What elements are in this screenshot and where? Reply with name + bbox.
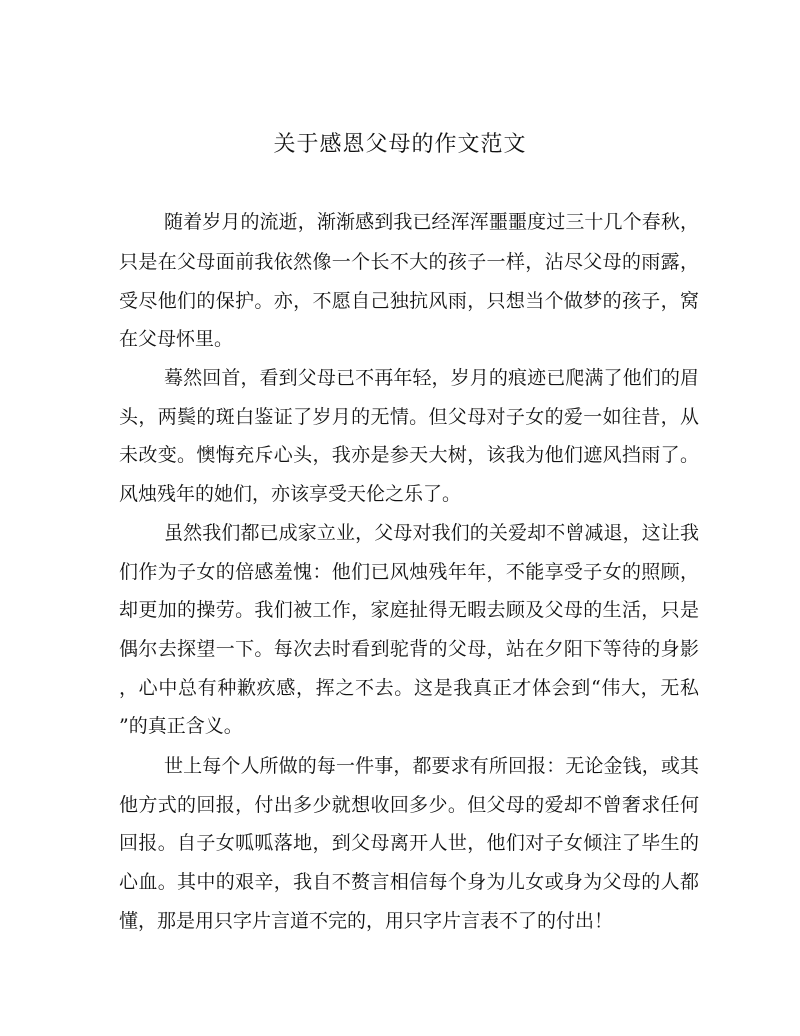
paragraph-4-line-2: 他方式的回报，付出多少就想收回多少。但父母的爱却不曾奢求任何 <box>119 794 699 816</box>
paragraph-1-line-2: 只是在父母面前我依然像一个长不大的孩子一样，沾尽父母的雨露， <box>119 251 699 273</box>
paragraph-2-line-1: 蓦然回首，看到父母已不再年轻，岁月的痕迹已爬满了他们的眉 <box>164 367 699 389</box>
paragraph-4-line-1: 世上每个人所做的每一件事，都要求有所回报：无论金钱，或其 <box>164 755 699 777</box>
paragraph-3-line-1: 虽然我们都已成家立业，父母对我们的关爱却不曾减退，这让我 <box>164 522 699 544</box>
paragraph-2-line-2: 头，两鬓的斑白鉴证了岁月的无情。但父母对子女的爱一如往昔，从 <box>119 406 699 428</box>
paragraph-4-line-3: 回报。自子女呱呱落地，到父母离开人世，他们对子女倾注了毕生的 <box>119 832 699 854</box>
paragraph-2-line-4: 风烛残年的她们，亦该享受天伦之乐了。 <box>119 483 462 505</box>
paragraph-3-line-5: ，心中总有种歉疚感，挥之不去。这是我真正才体会到“伟大，无私 <box>119 677 699 699</box>
paragraph-1-line-4: 在父母怀里。 <box>119 328 234 350</box>
paragraph-1-line-1: 随着岁月的流逝，渐渐感到我已经浑浑噩噩度过三十几个春秋， <box>164 211 699 233</box>
paragraph-3-line-3: 却更加的操劳。我们被工作，家庭扯得无暇去顾及父母的生活，只是 <box>119 599 699 621</box>
paragraph-1-line-3: 受尽他们的保护。亦，不愿自己独抗风雨，只想当个做梦的孩子，窝 <box>119 290 699 312</box>
paragraph-2-line-3: 未改变。懊悔充斥心头，我亦是参天大树，该我为他们遮风挡雨了。 <box>119 444 699 466</box>
paragraph-3-line-6: ”的真正含义。 <box>119 715 243 737</box>
paragraph-3-line-2: 们作为子女的倍感羞愧：他们已风烛残年年，不能享受子女的照顾， <box>119 561 699 583</box>
document-title: 关于感恩父母的作文范文 <box>273 132 527 157</box>
paragraph-4-line-4: 心血。其中的艰辛，我自不赘言相信每个身为儿女或身为父母的人都 <box>119 871 699 893</box>
paragraph-3-line-4: 偶尔去探望一下。每次去时看到驼背的父母，站在夕阳下等待的身影 <box>119 638 699 660</box>
paragraph-4-line-5: 懂，那是用只字片言道不完的，用只字片言表不了的付出！ <box>119 910 614 932</box>
